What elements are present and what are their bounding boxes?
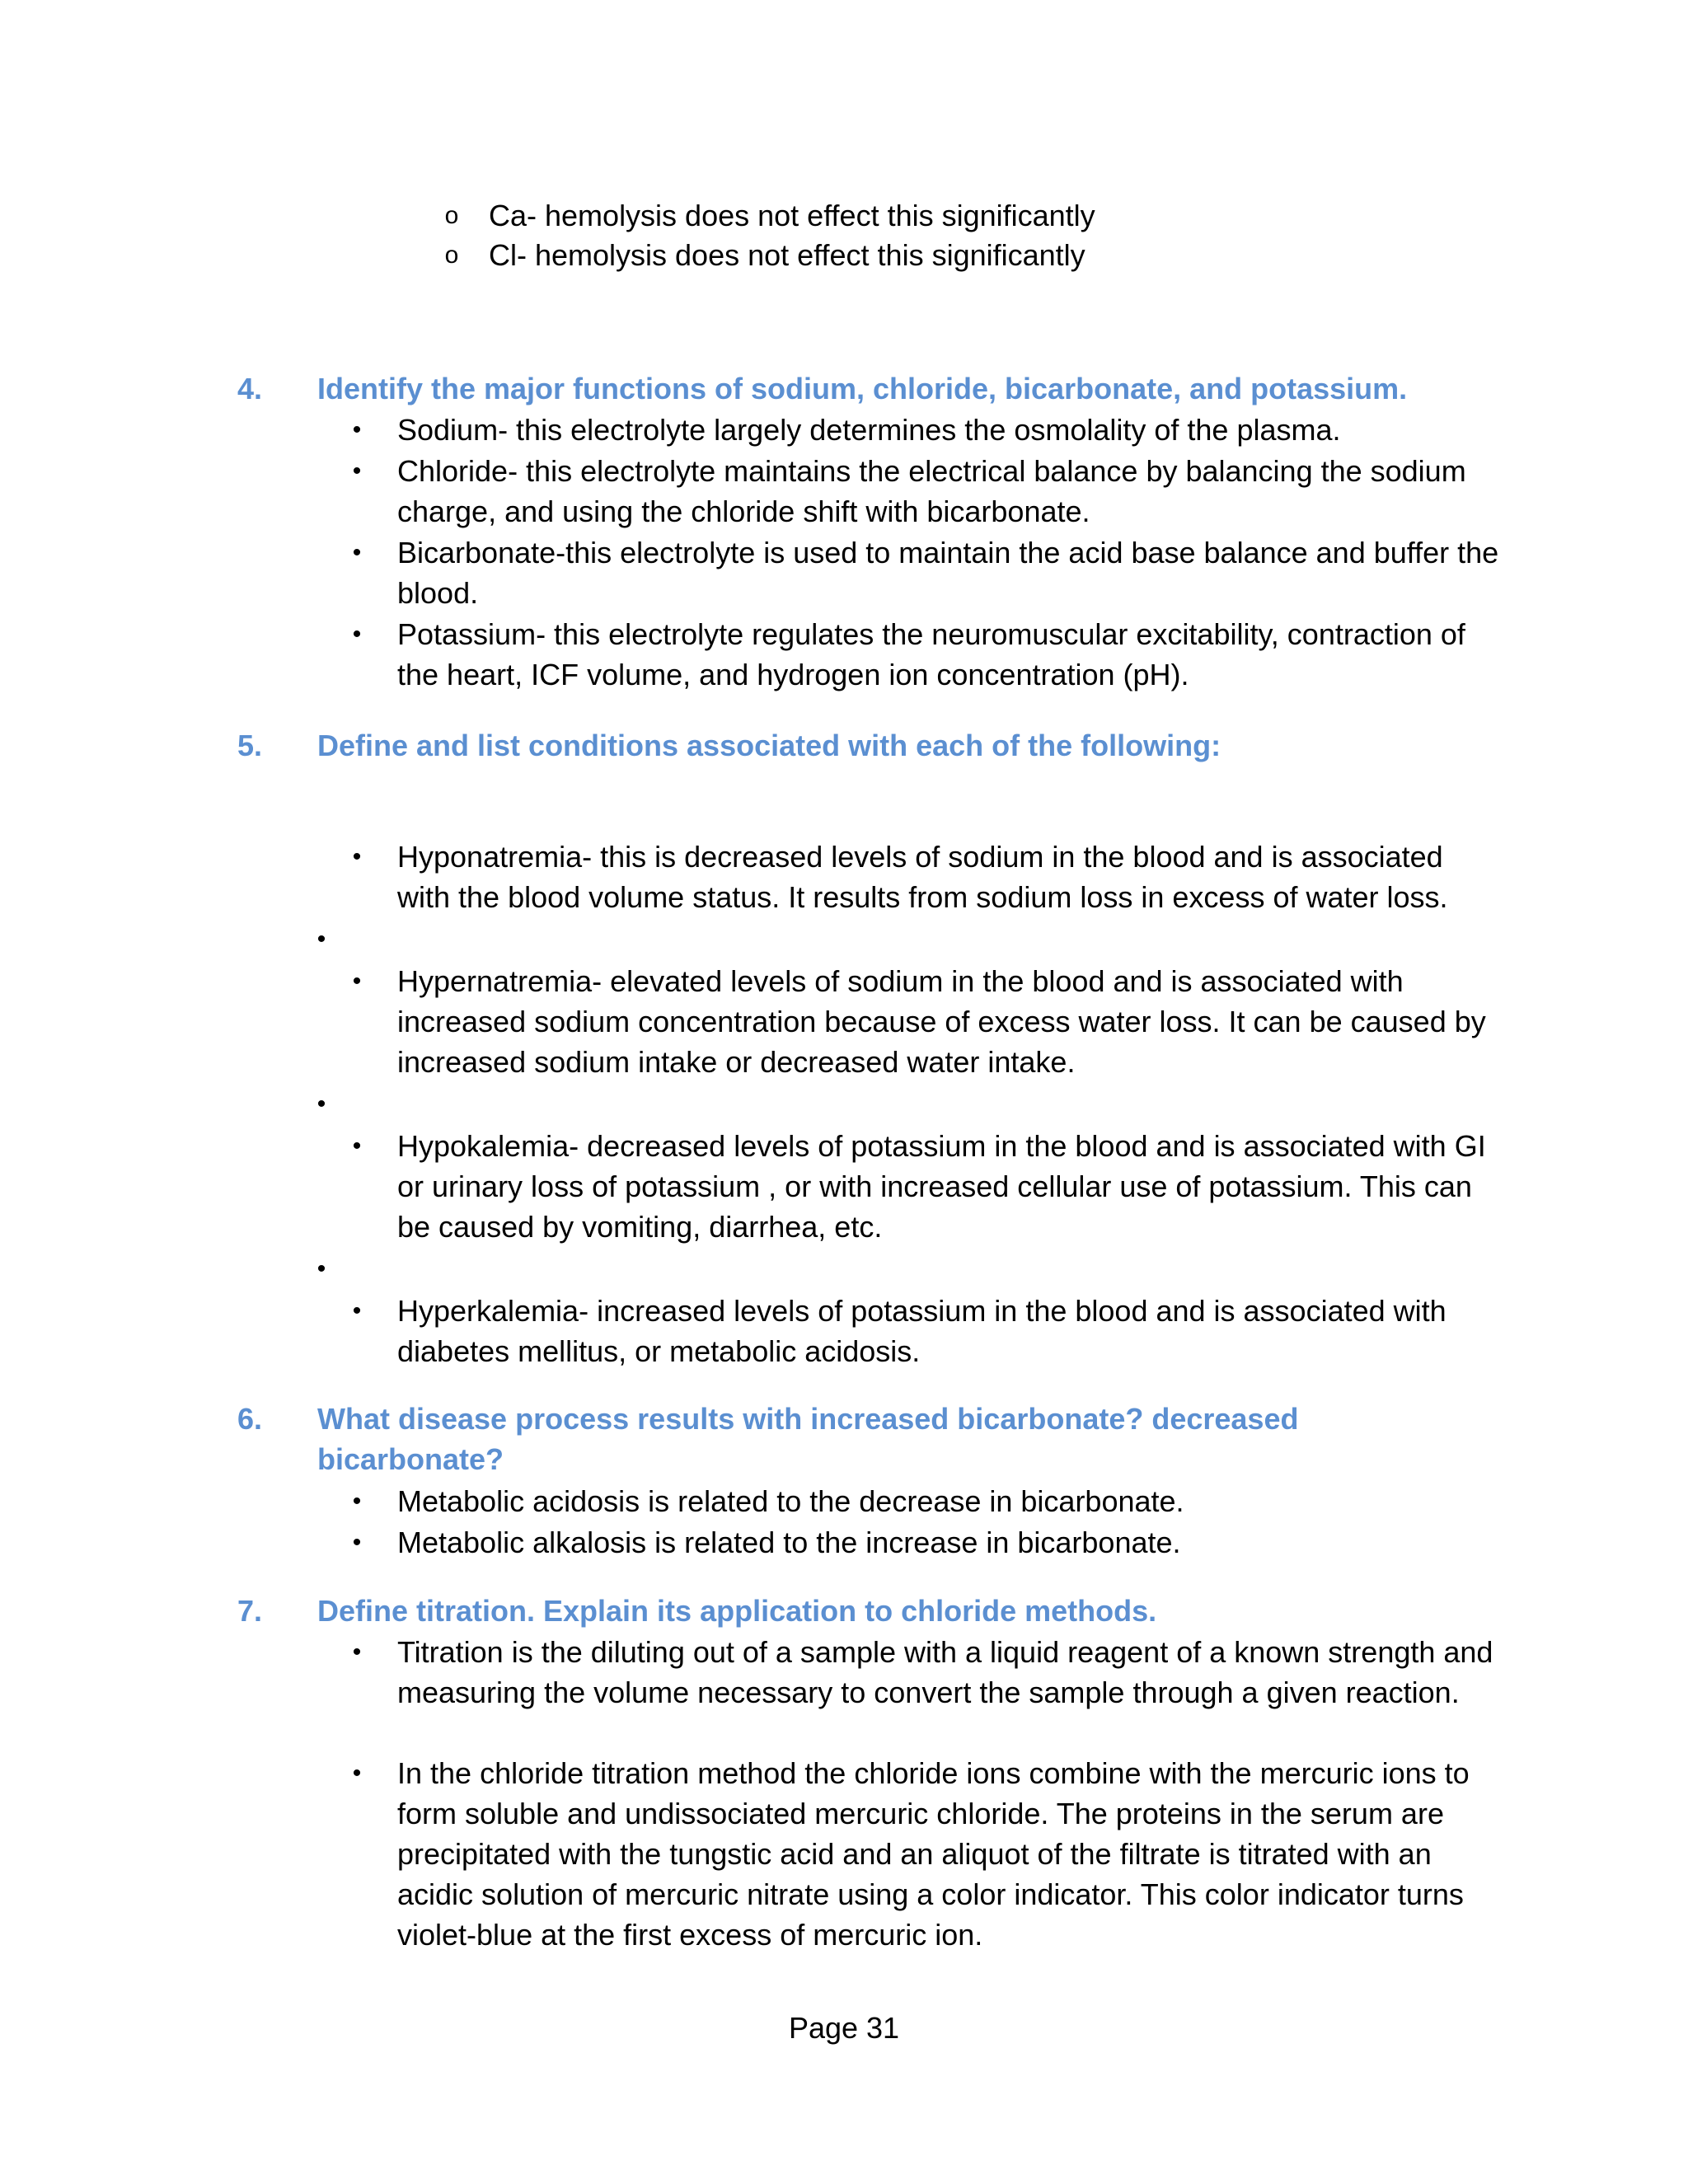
question-number: 6. (237, 1402, 263, 1436)
list-item-text: Metabolic alkalosis is related to the increase in bicarbonate. (397, 1526, 1181, 1559)
list-item-text: Potassium- this electrolyte regulates the neuromuscular excitability, contraction of the heart, ICF volume, and hydrogen ion concentration (pH). (397, 617, 1465, 691)
question-heading: What disease process results with increased bicarbonate? decreased bicarbonate? (317, 1402, 1299, 1476)
list-item-text: Hypernatremia- elevated levels of sodium in the blood and is associated with increased sodium concentration because of excess water loss. It can be caused by increased sodium intake or decreased water intake. (397, 964, 1486, 1079)
sub-list-item-text: Cl- hemolysis does not effect this significantly (489, 238, 1085, 272)
empty-bullet-icon: • (316, 1255, 326, 1282)
question-number: 4. (237, 372, 263, 405)
question-number: 5. (237, 729, 263, 762)
question-number: 7. (237, 1594, 263, 1628)
list-item-text: Metabolic acidosis is related to the decrease in bicarbonate. (397, 1484, 1184, 1518)
bullet-icon: • (352, 968, 362, 995)
bullet-icon: • (352, 1488, 362, 1515)
list-item-text: Bicarbonate-this electrolyte is used to maintain the acid base balance and buffer the blood. (397, 536, 1499, 610)
bullet-icon: • (352, 1529, 362, 1556)
bullet-icon: • (352, 843, 362, 870)
list-item-text: Chloride- this electrolyte maintains the electrical balance by balancing the sodium charge, and using the chloride shift with bicarbonate. (397, 454, 1466, 528)
list-item-text: In the chloride titration method the chloride ions combine with the mercuric ions to form soluble and undissociated mercuric chloride. The proteins in the serum are precipitated with the tungstic acid and an aliquot of the filtrate is titrated with an acidic solution of mercuric nitrate using a color indicator. This color indicator turns violet-blue at the first excess of mercuric ion. (397, 1756, 1470, 1952)
list-item-text: Hyponatremia- this is decreased levels of sodium in the blood and is associated with the blood volume status. It results from sodium loss in excess of water loss. (397, 840, 1448, 914)
bullet-icon: • (352, 457, 362, 485)
question-heading: Define and list conditions associated with each of the following: (317, 729, 1221, 762)
bullet-icon: • (352, 1760, 362, 1787)
bullet-icon: • (352, 1132, 362, 1160)
question-heading: Define titration. Explain its application to chloride methods. (317, 1594, 1157, 1628)
list-item-text: Titration is the diluting out of a sample with a liquid reagent of a known strength and measuring the volume necessary to convert the sample through a given reaction. (397, 1635, 1493, 1709)
hollow-bullet-icon: o (444, 241, 459, 269)
list-item-text: Hypokalemia- decreased levels of potassium in the blood and is associated with GI or urinary loss of potassium , or with increased cellular use of potassium. This can be caused by vomiting, diarrhea, etc. (397, 1129, 1486, 1244)
bullet-icon: • (352, 1297, 362, 1324)
sub-list-item-text: Ca- hemolysis does not effect this significantly (489, 199, 1095, 232)
page-number: Page 31 (788, 2011, 900, 2045)
empty-bullet-icon: • (316, 926, 326, 953)
bullet-icon: • (352, 621, 362, 648)
question-heading: Identify the major functions of sodium, chloride, bicarbonate, and potassium. (317, 372, 1408, 405)
bullet-icon: • (352, 416, 362, 443)
bullet-icon: • (352, 1638, 362, 1666)
hollow-bullet-icon: o (444, 202, 459, 229)
empty-bullet-icon: • (316, 1090, 326, 1118)
list-item-text: Hyperkalemia- increased levels of potassium in the blood and is associated with diabetes mellitus, or metabolic acidosis. (397, 1294, 1447, 1368)
list-item-text: Sodium- this electrolyte largely determines the osmolality of the plasma. (397, 413, 1341, 447)
bullet-icon: • (352, 539, 362, 566)
